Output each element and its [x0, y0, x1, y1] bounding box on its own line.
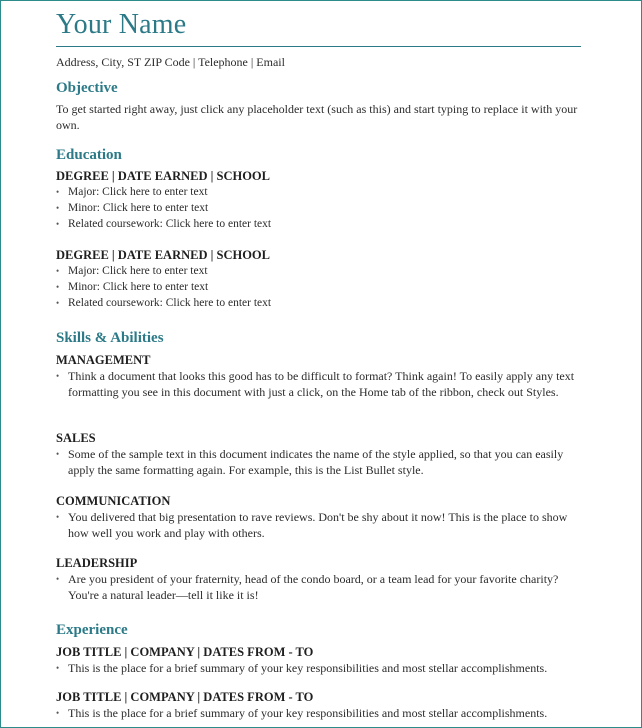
skill-heading[interactable]: COMMUNICATION — [56, 494, 171, 508]
objective-title: Objective — [56, 80, 118, 96]
experience-entry — [56, 689, 581, 721]
education-title: Education — [56, 147, 122, 163]
skill-heading[interactable]: LEADERSHIP — [56, 556, 138, 570]
list-item[interactable]: • Major: Click here to enter text — [56, 186, 208, 198]
bullet-icon: • — [56, 574, 60, 584]
list-item[interactable]: • Minor: Click here to enter text — [56, 281, 209, 293]
skills-title: Skills & Abilities — [56, 330, 164, 346]
education-heading[interactable]: DEGREE | DATE EARNED | SCHOOL — [56, 248, 270, 262]
bullet-icon: • — [56, 203, 60, 213]
experience-entry — [56, 644, 581, 676]
list-item[interactable]: • You delivered that big presentation to rave reviews. Don't be shy about it now! This is the place to show how well you work and play with others. — [56, 510, 568, 540]
bullet-icon: • — [56, 266, 60, 276]
list-item[interactable]: • Major: Click here to enter text — [56, 265, 208, 277]
list-item[interactable]: • Some of the sample text in this document indicates the name of the style applied, so that you can easily apply the same formatting again. For example, this is the List Bullet style. — [56, 447, 564, 477]
education-entry — [56, 168, 581, 232]
skill-entry — [56, 555, 581, 603]
name-divider — [56, 46, 581, 47]
bullet-icon: • — [56, 663, 60, 673]
list-item[interactable]: • Minor: Click here to enter text — [56, 202, 209, 214]
list-item[interactable]: • This is the place for a brief summary of your key responsibilities and most stellar accomplishments. — [56, 706, 548, 720]
list-item[interactable]: • Are you president of your fraternity, head of the condo board, or a team lead for your favorite charity? You're a natural leader—tell it like it is! — [56, 572, 559, 602]
skill-heading[interactable]: SALES — [56, 431, 96, 445]
bullet-icon: • — [56, 708, 60, 718]
skill-entry — [56, 430, 581, 478]
bullet-icon: • — [56, 282, 60, 292]
bullet-icon: • — [56, 512, 60, 522]
bullet-icon: • — [56, 219, 60, 229]
resume-name[interactable]: Your Name — [56, 9, 187, 40]
bullet-icon: • — [56, 298, 60, 308]
skill-heading[interactable]: MANAGEMENT — [56, 353, 151, 367]
bullet-icon: • — [56, 187, 60, 197]
education-entry — [56, 247, 581, 311]
experience-title: Experience — [56, 622, 128, 638]
experience-heading[interactable]: JOB TITLE | COMPANY | DATES FROM - TO — [56, 690, 314, 704]
objective-text[interactable]: To get started right away, just click any placeholder text (such as this) and start typing to replace it with your own. — [56, 102, 578, 132]
list-item[interactable]: • Related coursework: Click here to enter text — [56, 297, 272, 309]
education-heading[interactable]: DEGREE | DATE EARNED | SCHOOL — [56, 169, 270, 183]
experience-heading[interactable]: JOB TITLE | COMPANY | DATES FROM - TO — [56, 645, 314, 659]
skill-entry — [56, 352, 581, 400]
list-item[interactable]: • Think a document that looks this good has to be difficult to format? Think again! To easily apply any text formatting you see in this document with just a click, on the Home tab of the ribbon, check out Styles. — [56, 369, 575, 399]
bullet-icon: • — [56, 371, 60, 381]
skill-entry — [56, 493, 581, 541]
list-item[interactable]: • This is the place for a brief summary of your key responsibilities and most stellar accomplishments. — [56, 661, 548, 675]
list-item[interactable]: • Related coursework: Click here to enter text — [56, 218, 272, 230]
bullet-icon: • — [56, 449, 60, 459]
contact-line[interactable]: Address, City, ST ZIP Code | Telephone | Email — [56, 55, 285, 69]
